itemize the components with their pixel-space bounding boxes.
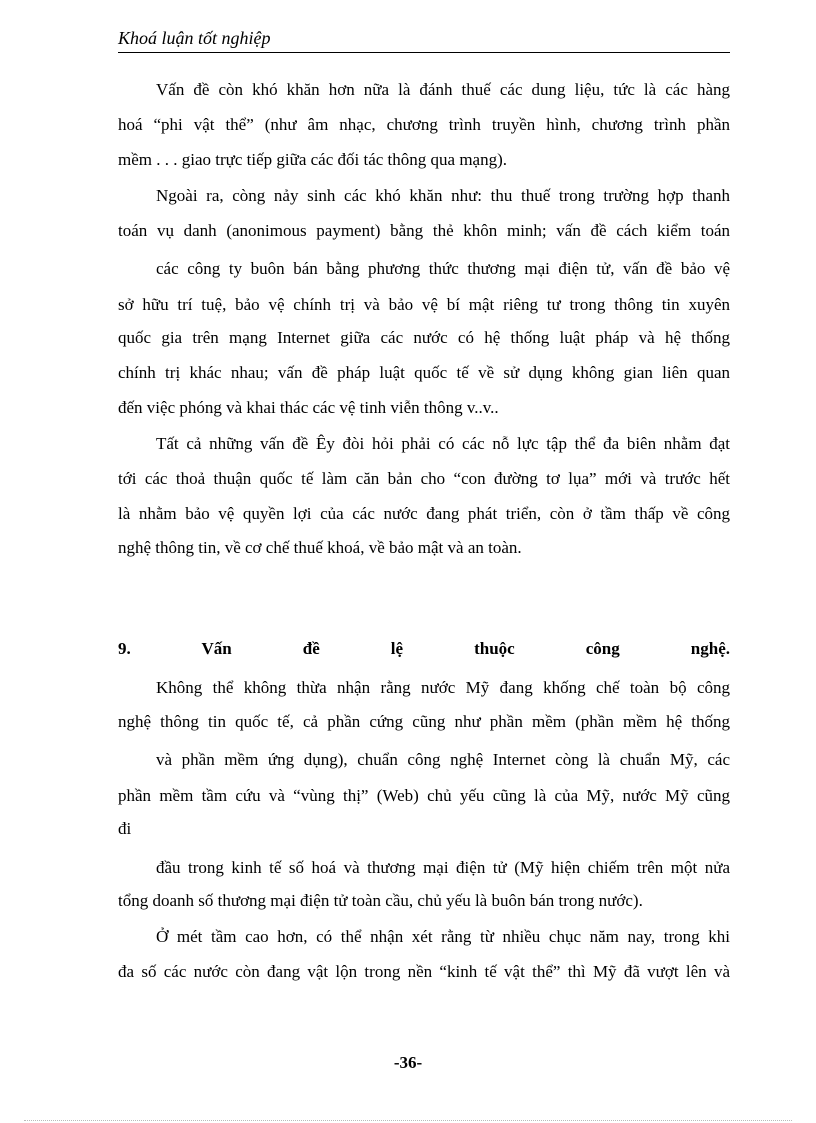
text-line: đầu trong kinh tế số hoá và thương mại điện tử (Mỹ hiện chiếm trên một nửa (156, 858, 730, 877)
text-line: nghệ thông tin, về cơ chế thuế khoá, về bảo mật và an toàn. (118, 538, 522, 557)
text-line: và phần mềm ứng dụng), chuẩn công nghệ Internet còng là chuẩn Mỹ, các (156, 750, 730, 769)
text-line: Không thể không thừa nhận rằng nước Mỹ đang khống chế toàn bộ công (156, 678, 730, 697)
text-line: quốc gia trên mạng Internet giữa các nước có hệ thống luật pháp và hệ thống (118, 328, 730, 347)
text-line: chính trị khác nhau; vấn đề pháp luật quốc tế về sử dụng không gian liên quan (118, 363, 730, 382)
text-line: sở hữu trí tuệ, bảo vệ chính trị và bảo vệ bí mật riêng tư trong thông tin xuyên (118, 295, 730, 314)
text-line: đa số các nước còn đang vật lộn trong nền “kinh tế vật thể” thì Mỹ đã vượt lên và (118, 962, 730, 981)
text-line: mềm . . . giao trực tiếp giữa các đối tác thông qua mạng). (118, 150, 507, 169)
header-title: Khoá luận tốt nghiệp (118, 28, 271, 48)
page-bottom-border (24, 1120, 792, 1121)
page-number: -36- (393, 1053, 423, 1072)
text-line: phần mềm tầm cứu và “vùng thị” (Web) chủ yếu cũng là của Mỹ, nước Mỹ cũng (118, 786, 730, 805)
page-header (118, 26, 730, 53)
text-line: Vấn đề còn khó khăn hơn nữa là đánh thuế các dung liệu, tức là các hàng (156, 80, 730, 99)
text-line: đến việc phóng và khai thác các vệ tinh viễn thông v..v.. (118, 398, 499, 417)
section-heading: 9. Vấn đề lệ thuộc công nghệ. (118, 639, 730, 658)
text-line: tới các thoả thuận quốc tế làm căn bản cho “con đường tơ lụa” mới và trước hết (118, 469, 730, 488)
text-line: tổng doanh số thương mại điện tử toàn cầu, chủ yếu là buôn bán trong nước). (118, 891, 643, 910)
text-line: các công ty buôn bán bằng phương thức thương mại điện tử, vấn đề bảo vệ (156, 259, 730, 278)
text-line: toán vụ danh (anonimous payment) bằng thẻ khôn minh; vấn đề cách kiểm toán (118, 221, 730, 240)
text-line: là nhằm bảo vệ quyền lợi của các nước đang phát triển, còn ở tầm thấp về công (118, 504, 730, 523)
text-line: hoá “phi vật thể” (như âm nhạc, chương trình truyền hình, chương trình phần (118, 115, 730, 134)
text-line: Tất cả những vấn đề Êy đòi hỏi phải có các nỗ lực tập thể đa biên nhằm đạt (156, 434, 730, 453)
text-line: đi (118, 819, 132, 838)
text-line: nghệ thông tin quốc tế, cả phần cứng cũng như phần mềm (phần mềm hệ thống (118, 712, 730, 731)
text-line: Ngoài ra, còng nảy sinh các khó khăn như: thu thuế trong trường hợp thanh (156, 186, 730, 205)
text-line: Ở mét tầm cao hơn, có thể nhận xét rằng từ nhiều chục năm nay, trong khi (156, 927, 730, 946)
